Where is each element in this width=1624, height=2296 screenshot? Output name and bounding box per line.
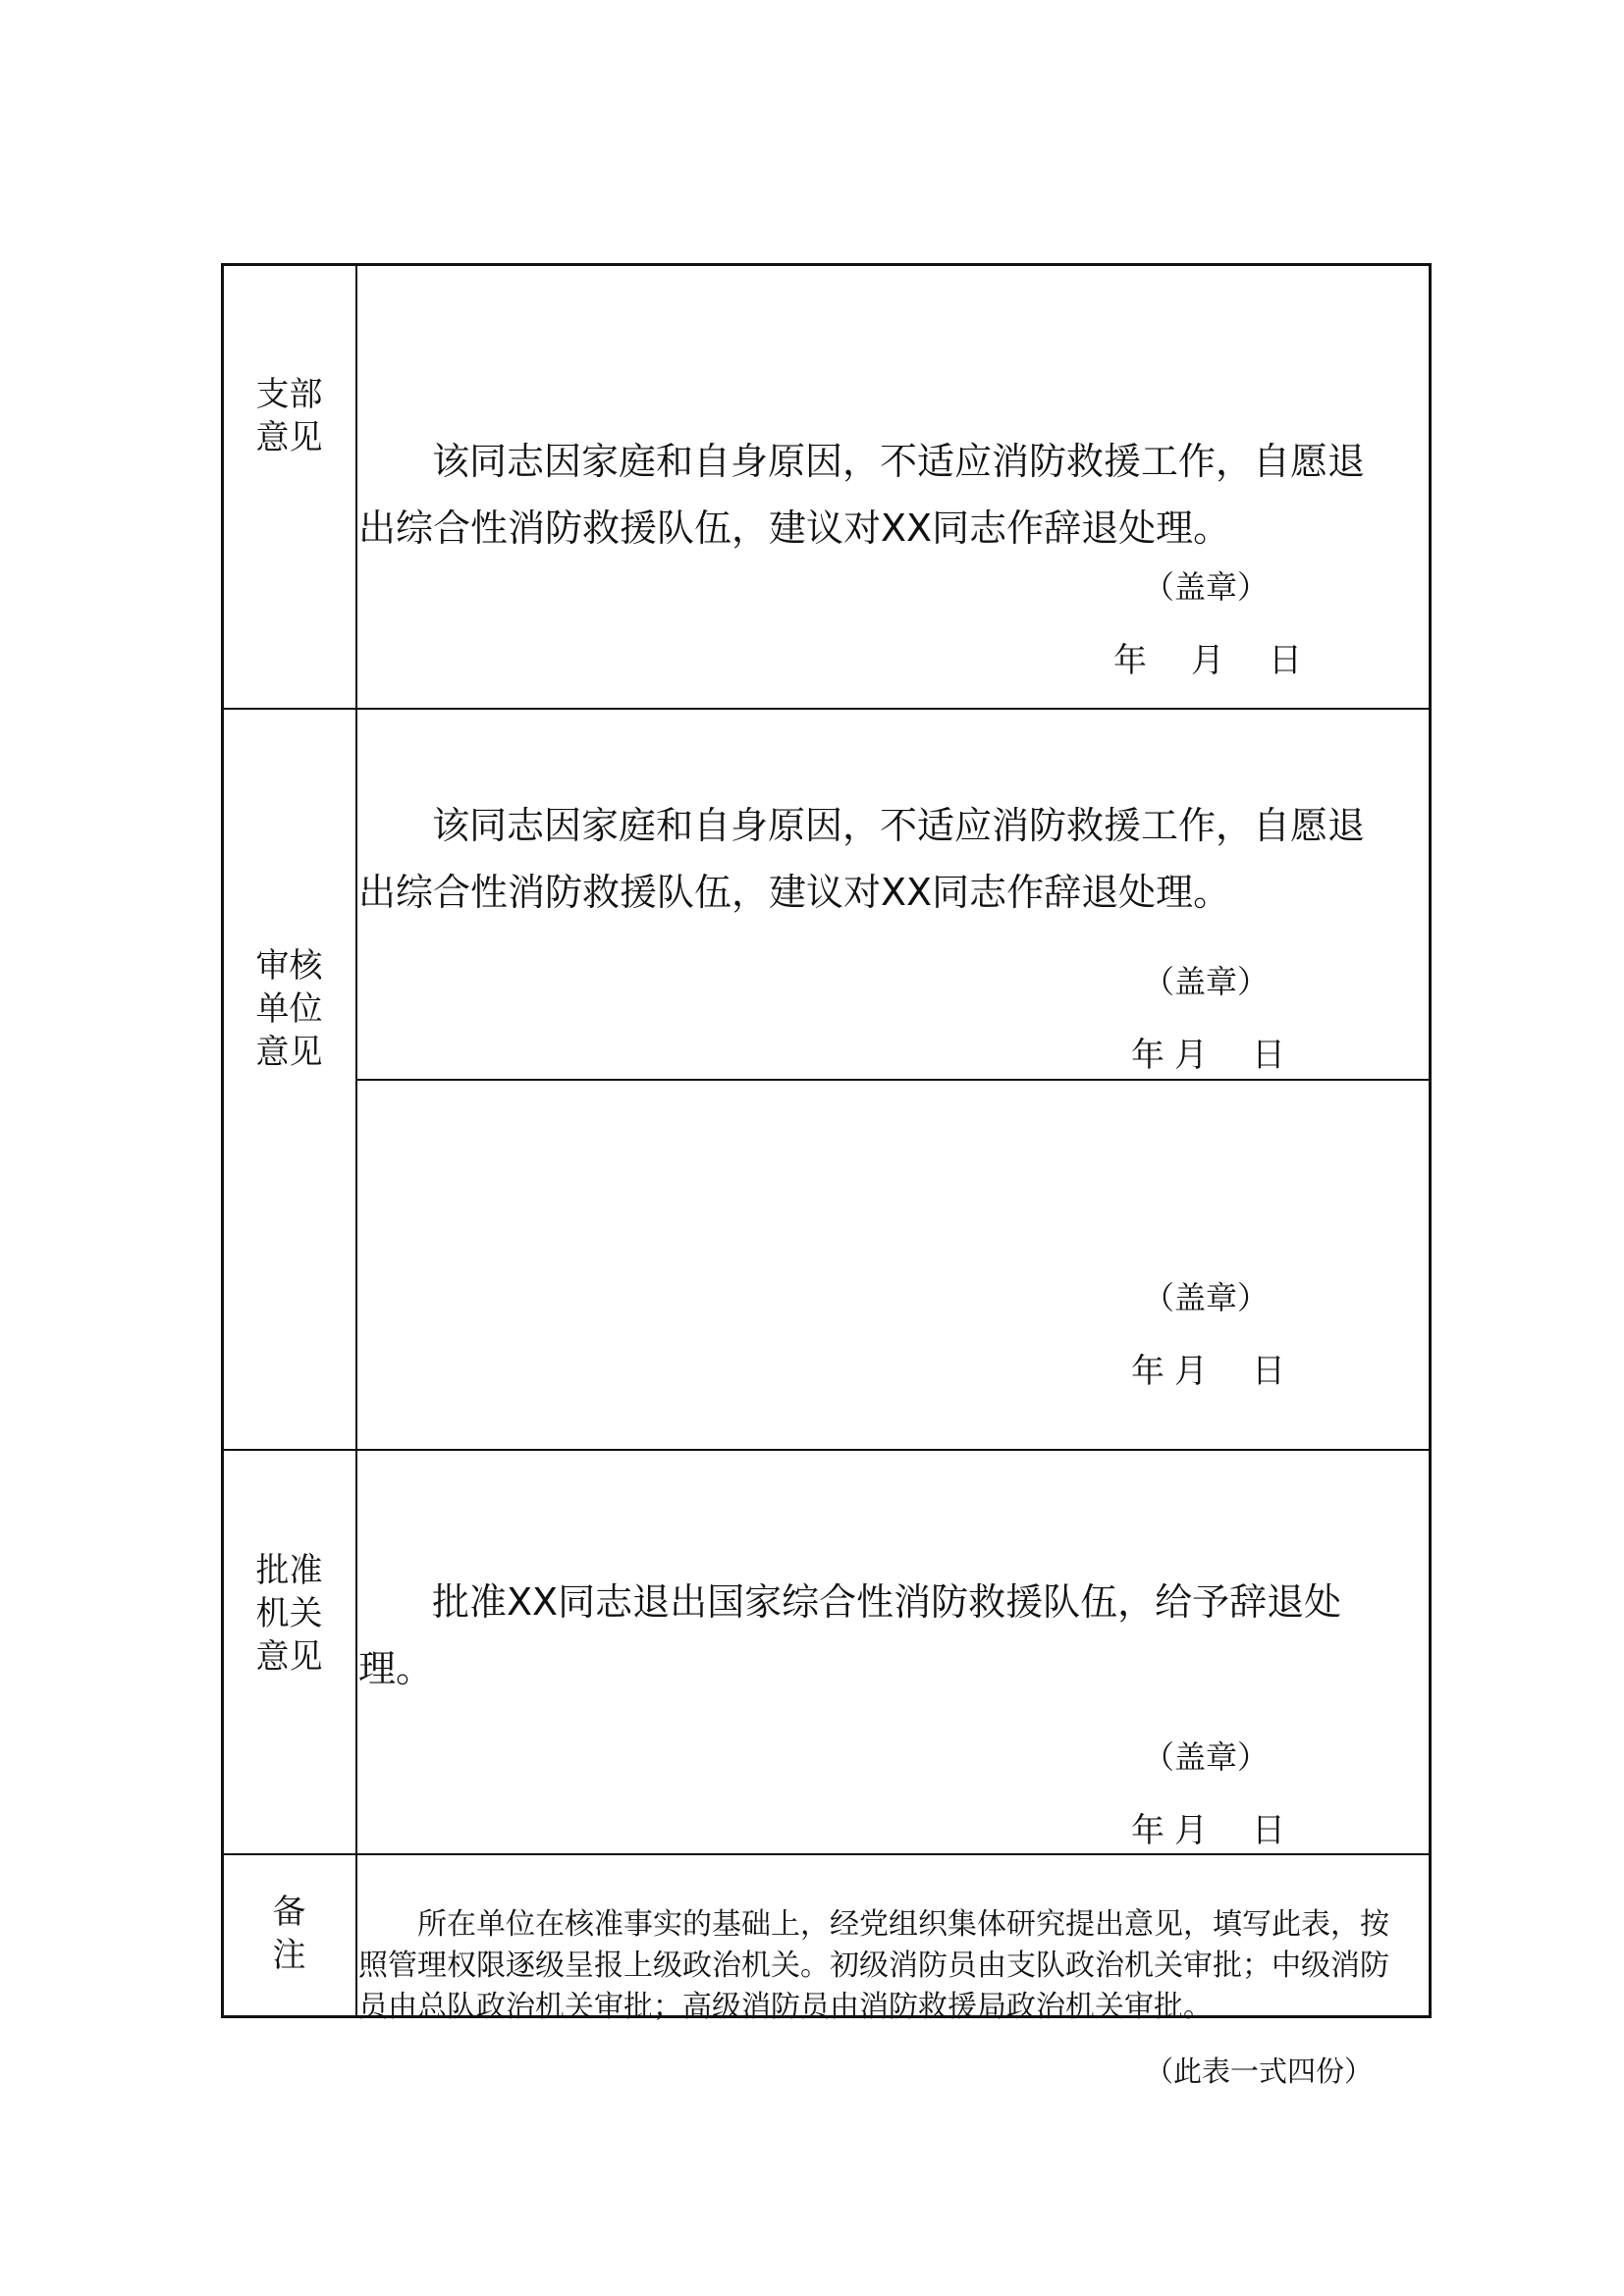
branch-seal: （盖章） — [1143, 568, 1270, 606]
date-year: 年 — [1131, 1036, 1164, 1075]
table-border-top — [221, 263, 1432, 266]
review-seal: （盖章） — [1143, 963, 1270, 1000]
remarks-label: 备 注 — [272, 1893, 306, 1975]
row-divider — [221, 708, 1432, 710]
date-day: 日 — [1252, 1352, 1285, 1391]
date-day: 日 — [1252, 1811, 1285, 1850]
branch-opinion-label: 支部 意见 — [255, 375, 323, 457]
approval-seal: （盖章） — [1143, 1738, 1270, 1776]
approval-date — [1131, 1811, 1285, 1850]
review-opinion-label: 审核 单位 意见 — [255, 946, 323, 1072]
date-month: 月 — [1174, 1811, 1208, 1850]
date-year: 年 — [1131, 1811, 1164, 1850]
date-year: 年 — [1131, 1352, 1164, 1391]
review-seal-2: （盖章） — [1143, 1279, 1270, 1316]
sub-row-divider — [355, 1079, 1432, 1081]
approval-opinion-text: 批准XX同志退出国家综合性消防救援队伍，给予辞退处 理。 — [358, 1580, 1342, 1690]
review-opinion-text: 该同志因家庭和自身原因，不适应消防救援工作，自愿退 出综合性消防救援队伍，建议对XX同志作辞退处理。 — [358, 804, 1366, 914]
date-month: 月 — [1174, 1352, 1208, 1391]
remarks-text: 所在单位在核准事实的基础上，经党组织集体研究提出意见，填写此表，按 照管理权限逐级呈报上级政治机关。初级消防员由支队政治机关审批；中级消防 员由总队政治机关审批；高级消防员由消防救援局政治机关审批。 — [358, 1907, 1389, 2024]
date-month: 月 — [1174, 1036, 1208, 1075]
branch-opinion-text: 该同志因家庭和自身原因，不适应消防救援工作，自愿退 出综合性消防救援队伍，建议对XX同志作辞退处理。 — [358, 440, 1366, 550]
date-day: 日 — [1252, 1036, 1285, 1075]
footer-note: （此表一式四份） — [1145, 2055, 1374, 2088]
row-divider — [221, 1853, 1432, 1855]
date-month: 月 — [1191, 641, 1224, 680]
approval-opinion-label: 批准 机关 意见 — [255, 1551, 323, 1677]
review-date — [1131, 1036, 1285, 1075]
column-divider — [355, 263, 357, 2018]
review-date-2 — [1131, 1352, 1285, 1391]
table-border-left — [221, 263, 224, 2018]
row-divider — [221, 1449, 1432, 1451]
table-border-right — [1429, 263, 1432, 2018]
date-day: 日 — [1269, 641, 1302, 680]
date-year: 年 — [1113, 641, 1147, 680]
branch-date — [1113, 641, 1302, 680]
